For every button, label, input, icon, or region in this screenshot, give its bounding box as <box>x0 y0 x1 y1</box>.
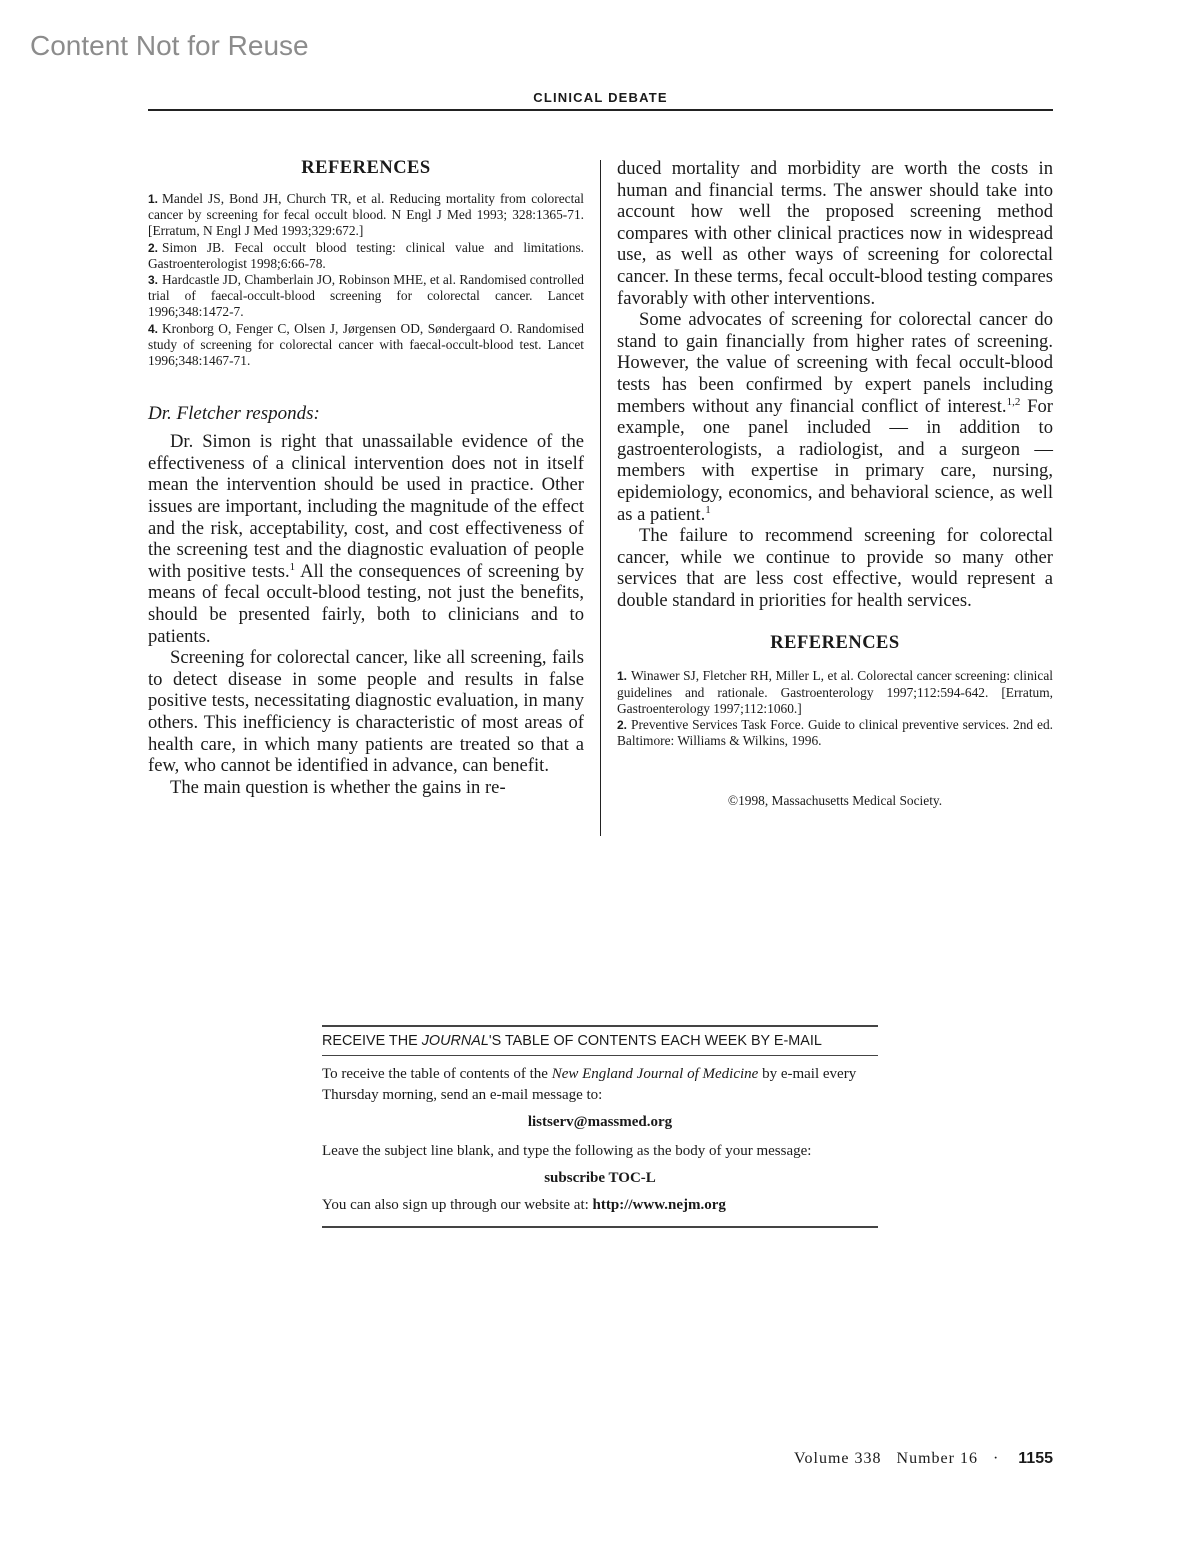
reference-item <box>148 321 584 370</box>
paragraph-text: For example, one panel included — in addition to gastroenterologists, a radiologist, and a surgeon — members with expertise in primary care, nursing, epidemiology, economics, and behavioral science, as well as a patient. <box>617 395 1054 525</box>
column-divider <box>600 160 601 836</box>
page-footer <box>794 1450 1053 1468</box>
reference-number: 2. <box>617 718 628 733</box>
box-instructions: Leave the subject line blank, and type the following as the body of your message: <box>322 1143 812 1159</box>
citation-superscript: 1 <box>705 503 711 516</box>
box-instructions <box>322 1064 878 1106</box>
box-title-text: RECEIVE THE <box>322 1033 422 1049</box>
reference-number: 3. <box>148 273 159 288</box>
body-paragraph <box>148 431 584 647</box>
reference-text: Preventive Services Task Force. Guide to clinical preventive services. 2nd ed. Baltimore: Williams & Wilkins, 1996. <box>617 717 1053 749</box>
reference-number: 1. <box>617 669 628 684</box>
reference-item <box>148 191 584 240</box>
paragraph-text: Dr. Simon is right that unassailable evidence of the effectiveness of a clinical intervention does not in itself mean the intervention should be used in practice. Other issues are important, including the magnitude of the effect and the risk, acceptability, cost, and cost effectiveness of the screening test and the diagnostic evaluation of people with positive tests. <box>148 431 584 582</box>
left-column <box>148 158 584 798</box>
box-text: You can also sign up through our website at: <box>322 1197 593 1213</box>
body-paragraph: The main question is whether the gains in re- <box>170 776 506 798</box>
page-number: 1155 <box>1018 1450 1053 1467</box>
issue-number: Number 16 <box>896 1450 978 1467</box>
references-heading: REFERENCES <box>770 633 900 654</box>
section-label: CLINICAL DEBATE <box>533 90 668 105</box>
paragraph-text: All the consequences of screening by means of fecal occult-blood testing, not just the benefits, should be presented fairly, both to clinicians and to patients. <box>148 560 584 647</box>
reference-list <box>617 668 1053 749</box>
reference-item <box>617 668 1053 717</box>
body-paragraph: duced mortality and morbidity are worth the costs in human and financial terms. The answer should take into account how well the proposed screening method compares with other clinical practices now in widespread use, as well as other ways of screening for colorectal cancer. In these terms, fecal occult-blood testing compares favorably with other interventions. <box>617 158 1053 309</box>
website-url: http://www.nejm.org <box>592 1197 726 1213</box>
email-subscription-box <box>322 1025 878 1228</box>
responder-heading: Dr. Fletcher responds: <box>148 403 320 425</box>
box-title-rule <box>322 1055 878 1056</box>
body-paragraph: Screening for colorectal cancer, like all screening, fails to detect disease in some people and results in false positive tests, necessitating diagnostic evaluation, in many others. This inefficiency is characteristic of most areas of health care, in which many patients are treated so that a few, who cannot be identified in advance, can benefit. <box>148 647 584 777</box>
reference-list <box>148 191 584 369</box>
watermark: Content Not for Reuse <box>30 30 309 61</box>
box-text: To receive the table of contents of the <box>322 1066 552 1082</box>
subscribe-command: subscribe TOC-L <box>544 1170 656 1186</box>
reference-text: Hardcastle JD, Chamberlain JO, Robinson MHE, et al. Randomised controlled trial of faecal-occult-blood screening for colorectal cancer. Lancet 1996;348:1472-7. <box>148 272 584 320</box>
box-title <box>322 1033 878 1049</box>
reference-text: Winawer SJ, Fletcher RH, Miller L, et al. Colorectal cancer screening: clinical guidelines and rationale. Gastroenterology 1997;112:594-642. [Erratum, Gastroenterology 1997;112:1060.] <box>617 668 1053 716</box>
paragraph-text: Some advocates of screening for colorectal cancer do stand to gain financially from higher rates of screening. However, the value of screening with fecal occult-blood tests has been confirmed by expert panels including members without any financial conflict of interest. <box>617 309 1053 417</box>
box-top-rule <box>322 1025 878 1027</box>
footer-separator: · <box>992 1450 1000 1467</box>
body-paragraph <box>617 309 1053 525</box>
reference-item <box>148 240 584 272</box>
reference-text: Kronborg O, Fenger C, Olsen J, Jørgensen OD, Søndergaard O. Randomised study of screening for colorectal cancer with faecal-occult-blood test. Lancet 1996;348:1467-71. <box>148 320 584 369</box>
references-heading: REFERENCES <box>301 158 431 178</box>
reference-number: 2. <box>148 240 159 255</box>
box-title-journal: JOURNAL <box>421 1033 489 1049</box>
header-rule <box>148 109 1053 111</box>
body-paragraph: The failure to recommend screening for colorectal cancer, while we continue to provide so many other services that are less cost effective, would represent a double standard in priorities for health services. <box>617 525 1053 611</box>
box-bottom-rule <box>322 1226 878 1228</box>
volume-label: Volume 338 <box>794 1450 882 1467</box>
reference-text: Simon JB. Fecal occult blood testing: clinical value and limitations. Gastroenterologist 1998;6:66-78. <box>148 239 584 271</box>
citation-superscript: 1 <box>289 560 296 573</box>
copyright-notice: ©1998, Massachusetts Medical Society. <box>727 793 943 809</box>
right-column <box>617 158 1053 809</box>
box-title-text: 'S TABLE OF CONTENTS EACH WEEK BY E-MAIL <box>488 1033 822 1049</box>
reference-item <box>148 272 584 321</box>
journal-name: New England Journal of Medicine <box>551 1066 759 1082</box>
box-instructions <box>322 1195 878 1216</box>
email-address: listserv@massmed.org <box>527 1114 673 1130</box>
citation-superscript: 1,2 <box>1006 395 1021 408</box>
reference-text: Mandel JS, Bond JH, Church TR, et al. Reducing mortality from colorectal cancer by screening for fecal occult blood. N Engl J Med 1993; 328:1365-71. [Erratum, N Engl J Med 1993;329:672.] <box>148 191 584 239</box>
reference-item <box>617 717 1053 749</box>
reference-number: 4. <box>148 321 159 336</box>
reference-number: 1. <box>148 192 159 206</box>
box-text: by e-mail every Thursday morning, send an e-mail message to: <box>322 1066 857 1103</box>
